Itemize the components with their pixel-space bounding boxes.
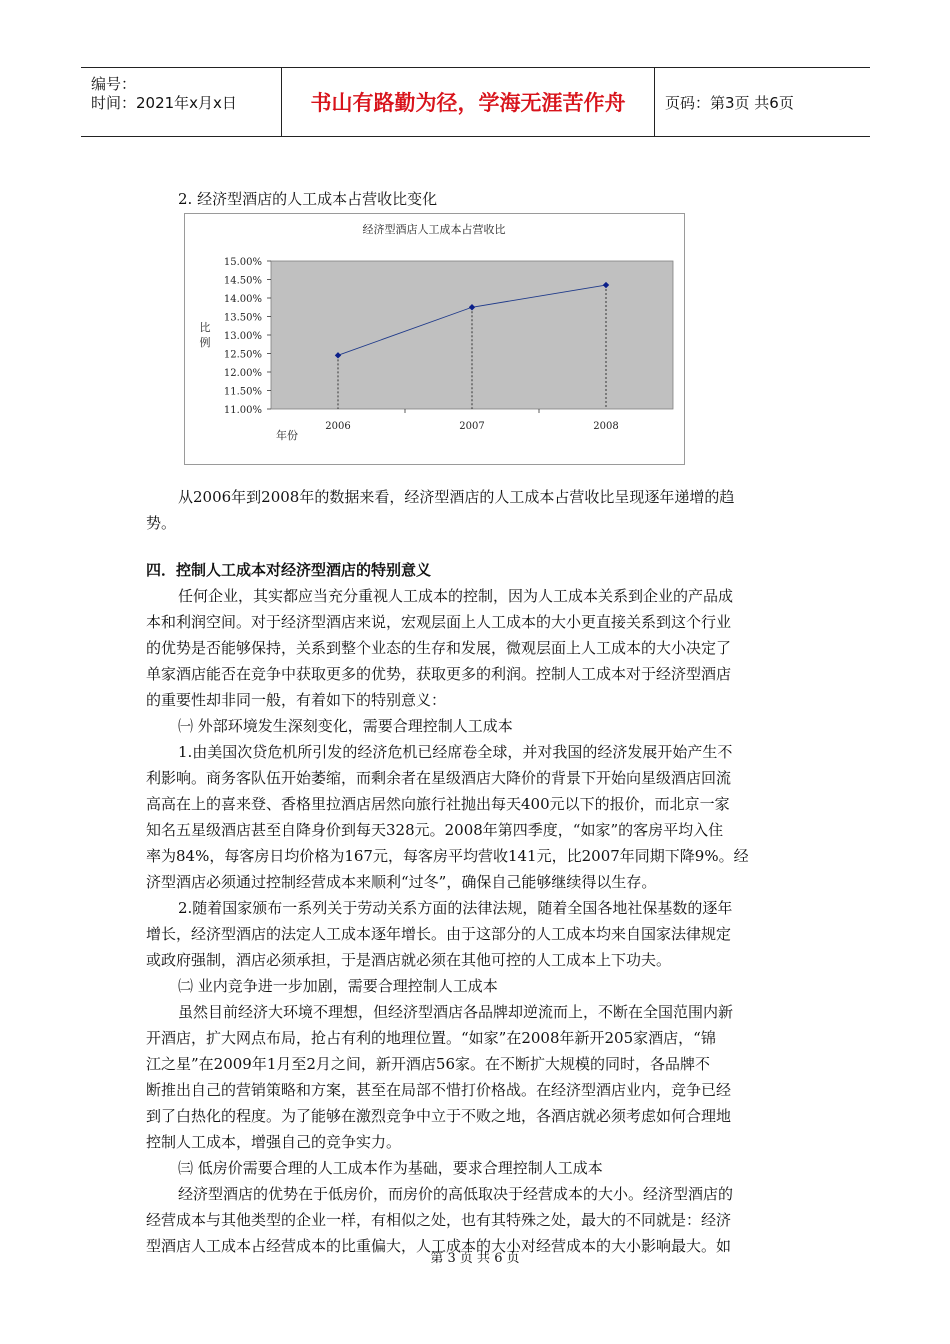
body-line: 经济型酒店的优势在于低房价，而房价的高低取决于经营成本的大小。经济型酒店的 — [178, 1185, 734, 1203]
body-line: ㈢ 低房价需要合理的人工成本作为基础，要求合理控制人工成本 — [178, 1159, 603, 1177]
chart-canvas — [185, 214, 684, 464]
body-line: 高高在上的喜来登、香格里拉酒店居然向旅行社抛出每天400元以下的报价，而北京一家 — [146, 795, 730, 813]
x-tick-label: 2006 — [325, 421, 351, 432]
doc-number-label: 编号： — [91, 75, 137, 93]
summary-line: 从2006年到2008年的数据来看，经济型酒店的人工成本占营收比呈现逐年递增的趋 — [178, 488, 735, 506]
y-tick-label: 15.00% — [223, 257, 262, 268]
y-tick-label: 14.00% — [223, 294, 262, 305]
y-tick-label: 12.50% — [223, 349, 262, 361]
body-line: ㈡ 业内竞争进一步加剧，需要合理控制人工成本 — [178, 977, 498, 995]
body-line: 任何企业，其实都应当充分重视人工成本的控制，因为人工成本关系到企业的产品成 — [178, 587, 734, 605]
y-tick-label: 11.00% — [223, 405, 262, 416]
header-meta — [81, 68, 281, 136]
body-line: 到了白热化的程度。为了能够在激烈竞争中立于不败之地，各酒店就必须考虑如何合理地 — [146, 1107, 732, 1125]
body-line: 1.由美国次贷危机所引发的经济危机已经席卷全球，并对我国的经济发展开始产生不 — [178, 743, 733, 761]
body-line: 经营成本与其他类型的企业一样，有相似之处，也有其特殊之处，最大的不同就是：经济 — [146, 1211, 732, 1229]
x-axis-label: 年份 — [276, 429, 298, 442]
line-chart — [184, 213, 685, 465]
y-tick-label: 14.50% — [223, 275, 262, 287]
section-title: 2. 经济型酒店的人工成本占营收比变化 — [178, 190, 438, 208]
page-footer: 第 3 页 共 6 页 — [430, 1251, 520, 1266]
body-line: 江之星”在2009年1月至2月之间，新开酒店56家。在不断扩大规模的同时，各品牌不 — [146, 1055, 711, 1073]
x-tick-label: 2008 — [593, 421, 619, 432]
y-axis-label: 比 — [199, 321, 211, 334]
body-line: 单家酒店能否在竞争中获取更多的优势，获取更多的利润。控制人工成本对于经济型酒店 — [146, 665, 732, 683]
body-line: 增长，经济型酒店的法定人工成本逐年增长。由于这部分的人工成本均来自国家法律规定 — [146, 925, 732, 943]
body-line: 率为84%，每客房日均价格为167元，每客房平均营收141元，比2007年同期下降9%。经 — [146, 847, 749, 865]
header-motto: 书山有路勤为径，学海无涯苦作舟 — [281, 68, 655, 136]
body-line: 断推出自己的营销策略和方案，甚至在局部不惜打价格战。在经济型酒店业内，竞争已经 — [146, 1081, 732, 1099]
body-line: 济型酒店必须通过控制经营成本来顺利“过冬”，确保自己能够继续得以生存。 — [146, 873, 657, 891]
y-tick-label: 13.00% — [223, 331, 262, 342]
y-tick-label: 12.00% — [223, 368, 262, 379]
body-line: 虽然目前经济大环境不理想，但经济型酒店各品牌却逆流而上，不断在全国范围内新 — [178, 1003, 734, 1021]
body-text — [146, 583, 808, 1259]
body-line: 或政府强制，酒店必须承担，于是酒店就必须在其他可控的人工成本上下功夫。 — [146, 951, 672, 969]
body-line: 开酒店，扩大网点布局，抢占有利的地理位置。“如家”在2008年新开205家酒店，“锦 — [146, 1029, 716, 1047]
y-axis-label: 例 — [199, 336, 211, 349]
body-line: 控制人工成本，增强自己的竞争实力。 — [146, 1133, 402, 1151]
section-heading: 四．控制人工成本对经济型酒店的特别意义 — [146, 561, 432, 579]
plot-area — [271, 261, 673, 409]
page-header — [81, 67, 870, 137]
body-line: 本和利润空间。对于经济型酒店来说，宏观层面上人工成本的大小更直接关系到这个行业 — [146, 613, 732, 631]
y-tick-label: 13.50% — [223, 312, 262, 324]
doc-date-label: 时间：2021年x月x日 — [91, 94, 237, 112]
body-line: ㈠ 外部环境发生深刻变化，需要合理控制人工成本 — [178, 717, 513, 735]
body-line: 的重要性却非同一般，有着如下的特别意义： — [146, 691, 447, 709]
page-info-text: 页码：第3页 共6页 — [665, 93, 794, 112]
header-page-info — [665, 68, 870, 136]
chart-summary — [146, 484, 808, 536]
body-line: 2.随着国家颁布一系列关于劳动关系方面的法律法规，随着全国各地社保基数的逐年 — [178, 899, 733, 917]
body-line: 知名五星级酒店甚至自降身价到每天328元。2008年第四季度，“如家”的客房平均入住 — [146, 821, 724, 839]
body-line: 的优势是否能够保持，关系到整个业态的生存和发展，微观层面上人工成本的大小决定了 — [146, 639, 732, 657]
y-tick-label: 11.50% — [223, 386, 262, 398]
body-line: 型酒店人工成本占经营成本的比重偏大，人工成本的大小对经营成本的大小影响最大。如 — [146, 1237, 732, 1255]
summary-line: 势。 — [146, 514, 177, 532]
x-tick-label: 2007 — [459, 421, 485, 432]
body-line: 利影响。商务客队伍开始萎缩，而剩余者在星级酒店大降价的背景下开始向星级酒店回流 — [146, 769, 732, 787]
chart-title: 经济型酒店人工成本占营收比 — [362, 223, 506, 236]
